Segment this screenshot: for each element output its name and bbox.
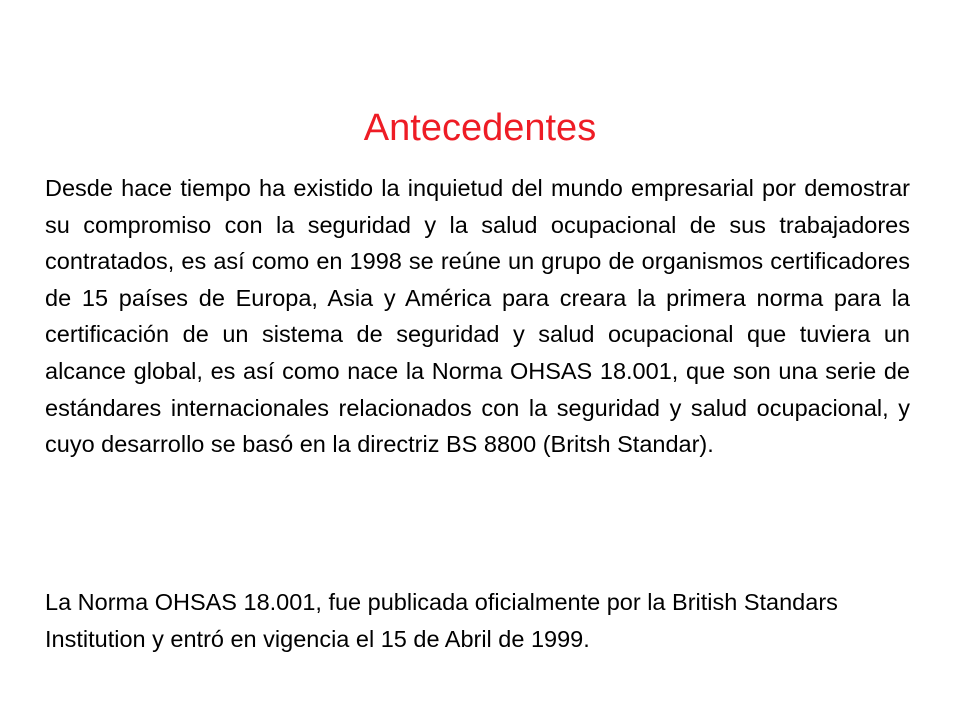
- paragraph-background: Desde hace tiempo ha existido la inquietud del mundo empresarial por demostrar su compromiso con la seguridad y la salud ocupacional de sus trabajadores contratados, es así como en 1998 se reúne un grupo de organismos certificadores de 15 países de Europa, Asia y América para creara la primera norma para la certificación de un sistema de seguridad y salud ocupacional que tuviera un alcance global, es así como nace la Norma OHSAS 18.001, que son una serie de estándares internacionales relacionados con la seguridad y salud ocupacional, y cuyo desarrollo se basó en la directriz BS 8800 (Britsh Standar).: [45, 175, 910, 458]
- paragraph-publication: La Norma OHSAS 18.001, fue publicada oficialmente por la British Standars Institution y entró en vigencia el 15 de Abril de 1999.: [45, 589, 838, 652]
- slide-title: Antecedentes: [363, 107, 597, 149]
